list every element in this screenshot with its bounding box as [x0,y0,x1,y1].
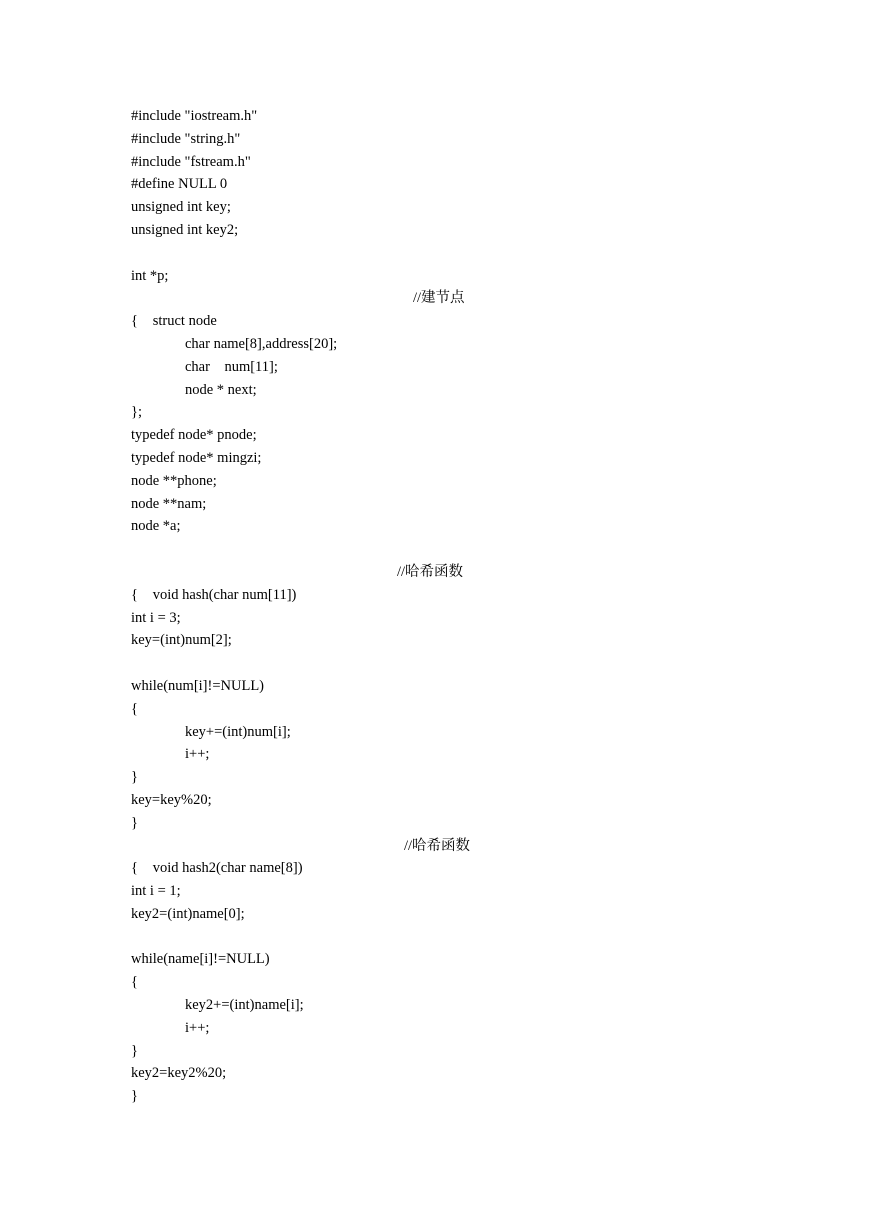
code-line: { [131,700,138,717]
code-line: } [131,769,138,786]
blank-line [131,652,731,675]
code-line-indented: char name[8],address[20]; [185,335,338,352]
code-line: { [131,860,138,877]
code-line-with-comment [131,561,731,603]
code-line: #define NULL 0 [131,176,228,193]
code-line: #include "fstream.h" [131,153,251,170]
code-line: key=(int)num[2]; [131,632,232,649]
code-comment: //哈希函数 [404,837,471,854]
code-line: key2=(int)name[0]; [131,905,245,922]
code-line: } [131,1088,138,1105]
code-line: int i = 3; [131,609,181,626]
code-line: }; [131,404,142,421]
code-text: struct node [152,313,217,330]
code-line: typedef node* pnode; [131,427,257,444]
blank-line [131,538,731,561]
code-text: void hash2(char name[8]) [152,860,303,877]
code-line: } [131,1042,138,1059]
code-line: int i = 1; [131,883,181,900]
code-line: { [131,313,138,330]
code-comment: //哈希函数 [397,563,464,580]
code-line: node **phone; [131,472,217,489]
code-line: key=key%20; [131,791,212,808]
code-line: { [131,586,138,603]
blank-line [131,242,731,265]
code-line-indented: node * next; [185,381,257,398]
code-line: int *p; [131,267,169,284]
code-line-indented: key+=(int)num[i]; [185,723,291,740]
code-line-with-comment [131,835,731,877]
code-line: key2=key2%20; [131,1065,227,1082]
code-line: { [131,974,138,991]
code-comment: //建节点 [413,290,465,307]
code-line-with-comment [131,287,731,330]
code-text: void hash(char num[11]) [152,586,297,603]
code-line: #include "string.h" [131,130,241,147]
code-line-indented: i++; [185,1019,210,1036]
code-line: node **nam; [131,495,207,512]
code-line-indented: i++; [185,746,210,763]
code-listing [131,105,731,1108]
code-line: while(name[i]!=NULL) [131,951,270,968]
blank-line [131,926,731,949]
code-line-indented: key2+=(int)name[i]; [185,997,304,1014]
code-line: node *a; [131,518,181,535]
code-line: while(num[i]!=NULL) [131,677,264,694]
code-line: } [131,814,138,831]
code-line: unsigned int key2; [131,221,239,238]
code-line: #include "iostream.h" [131,108,258,124]
code-line: typedef node* mingzi; [131,449,262,466]
code-line: unsigned int key; [131,199,231,216]
code-line-indented: char num[11]; [185,358,278,375]
